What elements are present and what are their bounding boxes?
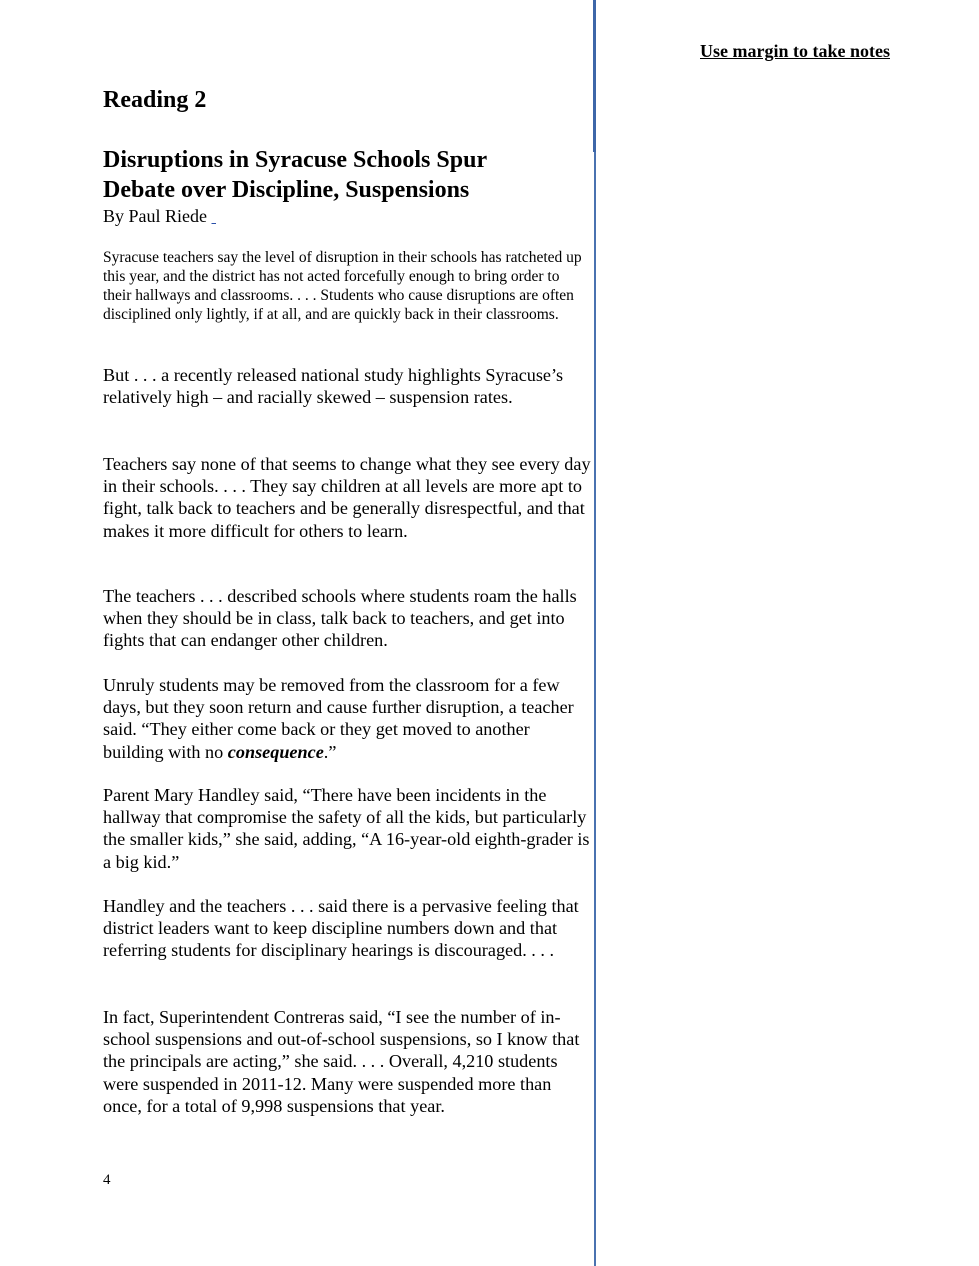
paragraph-teachers-say: Teachers say none of that seems to change what they see every day in their schools. . . . They say children at all levels are more apt to fight, talk back to teachers and be generally disrespectful, and that makes it more difficult for others to learn. — [103, 454, 591, 541]
article-title-line-1: Disruptions in Syracuse Schools Spur — [103, 147, 488, 173]
byline-text: By Paul Riede — [103, 206, 207, 226]
reading-label: Reading 2 — [103, 87, 207, 113]
page-number: 4 — [103, 1172, 111, 1188]
paragraph-teachers-described: The teachers . . . described schools where students roam the halls when they should be in class, talk back to teachers, and get into fights that can endanger other children. — [103, 586, 577, 651]
paragraph-unruly-students — [103, 674, 591, 763]
article-title-line-2: Debate over Discipline, Suspensions — [103, 177, 470, 203]
paragraph-superintendent: In fact, Superintendent Contreras said, “I see the number of in-school suspensions and out-of-school suspensions, so I know that the principals are acting,” she said. . . . Overall, 4,210 students were suspended in 2011-12. Many were suspended more than once, for a total of 9,998 suspensions that year. — [103, 1007, 580, 1116]
byline-link[interactable] — [212, 206, 217, 226]
unruly-text-before: Unruly students may be removed from the classroom for a few days, but they soon return and cause further disruption, a teacher said. “They either come back or they get moved to another building with no — [103, 675, 574, 762]
column-divider — [594, 0, 596, 1266]
article-title — [103, 145, 487, 205]
paragraph-national-study: But . . . a recently released national study highlights Syracuse’s relatively high – and racially skewed – suspension rates. — [103, 365, 564, 408]
lede-paragraph: Syracuse teachers say the level of disruption in their schools has ratcheted up this year, and the district has not acted forcefully enough to bring order to their hallways and classrooms. . . . Students who cause disruptions are often disciplined only lightly, if at all, and are quickly back in their classrooms. — [103, 249, 582, 323]
margin-note: Use margin to take notes — [700, 41, 890, 61]
paragraph-parent-handley: Parent Mary Handley said, “There have been incidents in the hallway that compromise the safety of all the kids, but particularly the smaller kids,” she said, adding, “A 16-year-old eighth-grader is a big kid.” — [103, 785, 590, 872]
unruly-text-after: .” — [323, 741, 337, 762]
emphasis-consequence: consequence — [227, 741, 324, 762]
byline — [103, 205, 216, 227]
column-divider-accent — [593, 0, 596, 152]
paragraph-pervasive-feeling: Handley and the teachers . . . said there is a pervasive feeling that district leaders want to keep discipline numbers down and that referring students for disciplinary hearings is discouraged. . . . — [103, 896, 579, 961]
